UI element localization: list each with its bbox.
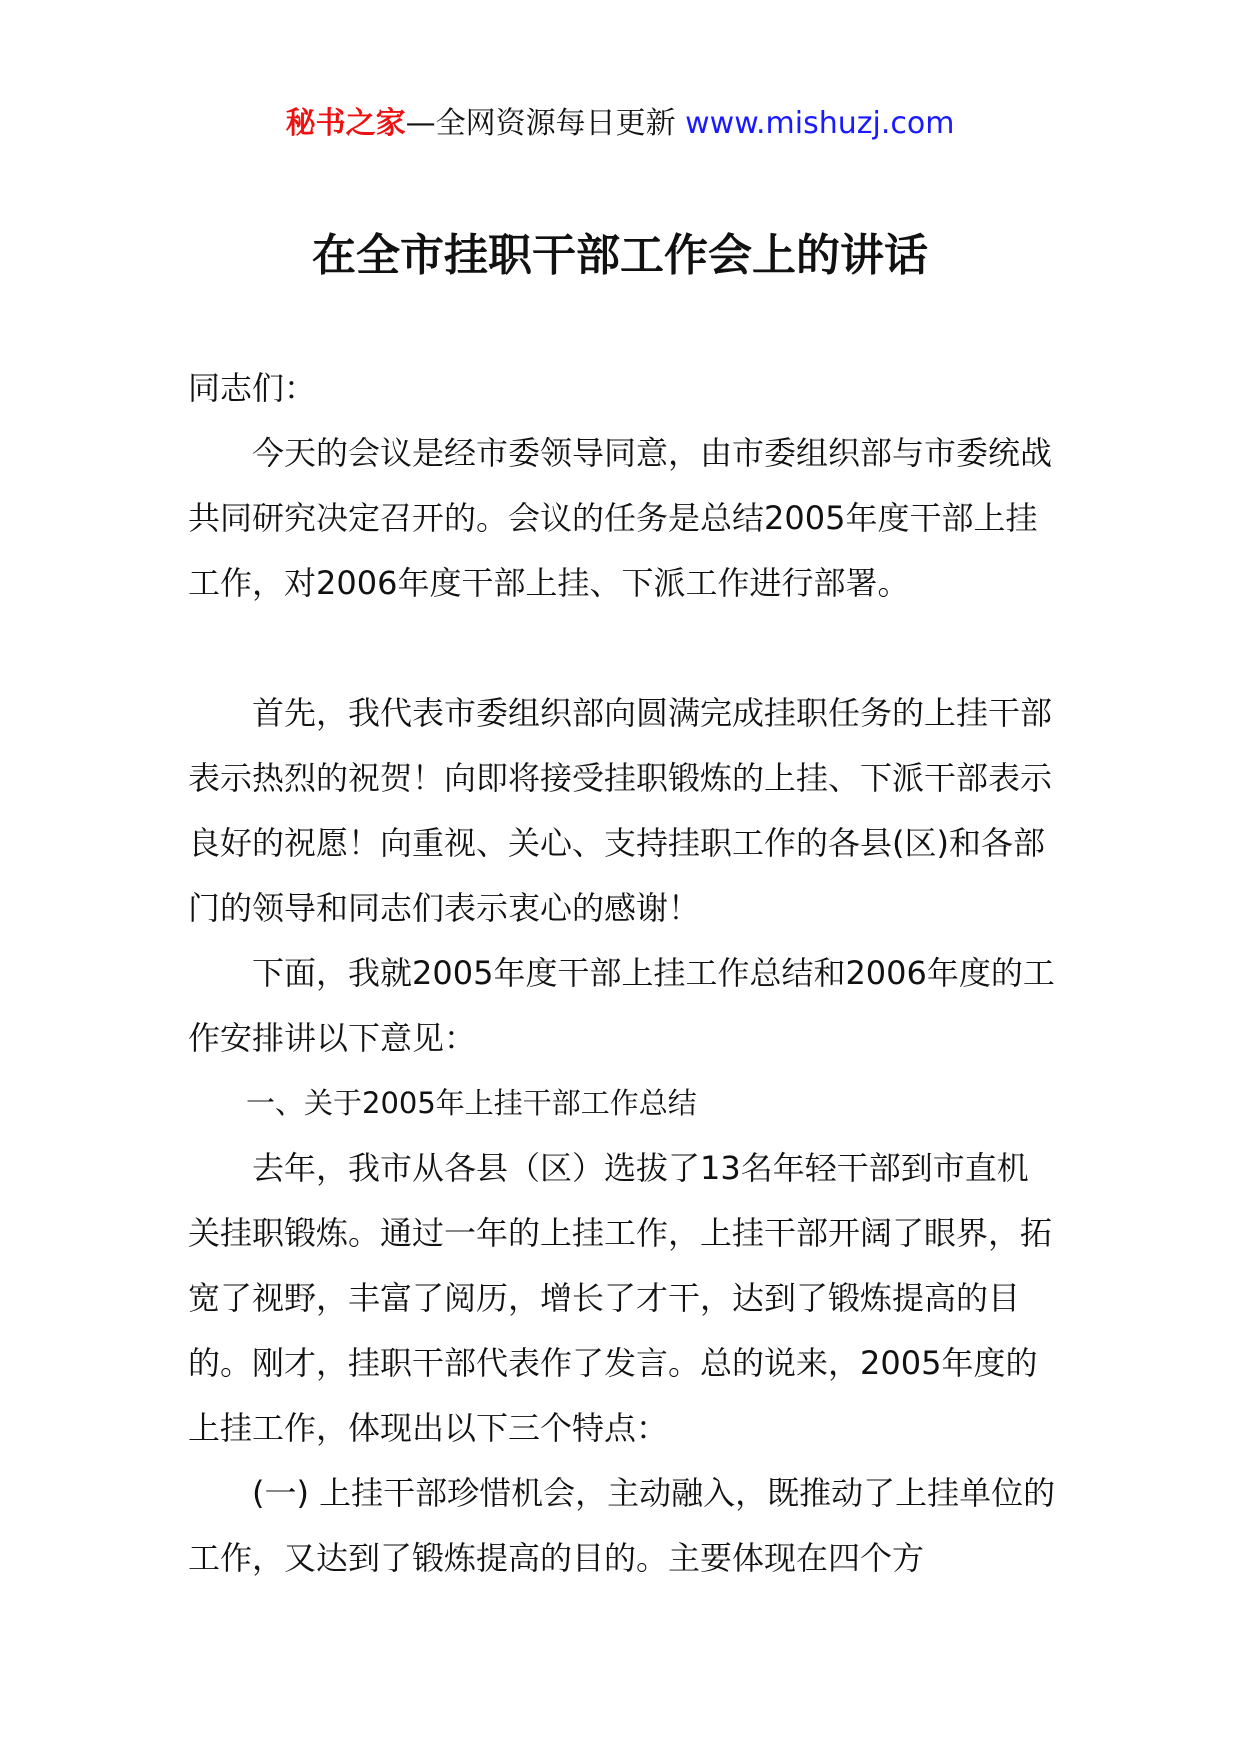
document-title: 在全市挂职干部工作会上的讲话 [312, 230, 928, 281]
body-paragraph: (一) 上挂干部珍惜机会，主动融入，既推动了上挂单位的工作，又达到了锻炼提高的目的。主要体现在四个方 [188, 1474, 1056, 1577]
salutation: 同志们： [188, 369, 317, 407]
body-paragraph: 首先，我代表市委组织部向圆满完成挂职任务的上挂干部表示热烈的祝贺！向即将接受挂职锻炼的上挂、下派干部表示良好的祝愿！向重视、关心、支持挂职工作的各县(区)和各部门的领导和同志们表示衷心的感谢！ [188, 694, 1053, 927]
section-heading: 一、关于2005年上挂干部工作总结 [246, 1086, 697, 1120]
body-paragraph: 今天的会议是经市委领导同意，由市委组织部与市委统战共同研究决定召开的。会议的任务是总结2005年度干部上挂工作，对2006年度干部上挂、下派工作进行部署。 [188, 434, 1053, 602]
header-tagline: —全网资源每日更新 [405, 106, 686, 141]
body-paragraph: 去年，我市从各县（区）选拔了13名年轻干部到市直机关挂职锻炼。通过一年的上挂工作，上挂干部开阔了眼界，拓宽了视野，丰富了阅历，增长了才干，达到了锻炼提高的目的。刚才，挂职干部代表作了发言。总的说来，2005年度的上挂工作，体现出以下三个特点： [188, 1149, 1053, 1447]
body-paragraph: 下面，我就2005年度干部上挂工作总结和2006年度的工作安排讲以下意见： [188, 954, 1055, 1057]
brand-name: 秘书之家 [285, 106, 406, 141]
site-url-link[interactable]: www.mishuzj.com [685, 106, 955, 141]
site-header [0, 100, 1240, 148]
document-body [188, 356, 1058, 1591]
